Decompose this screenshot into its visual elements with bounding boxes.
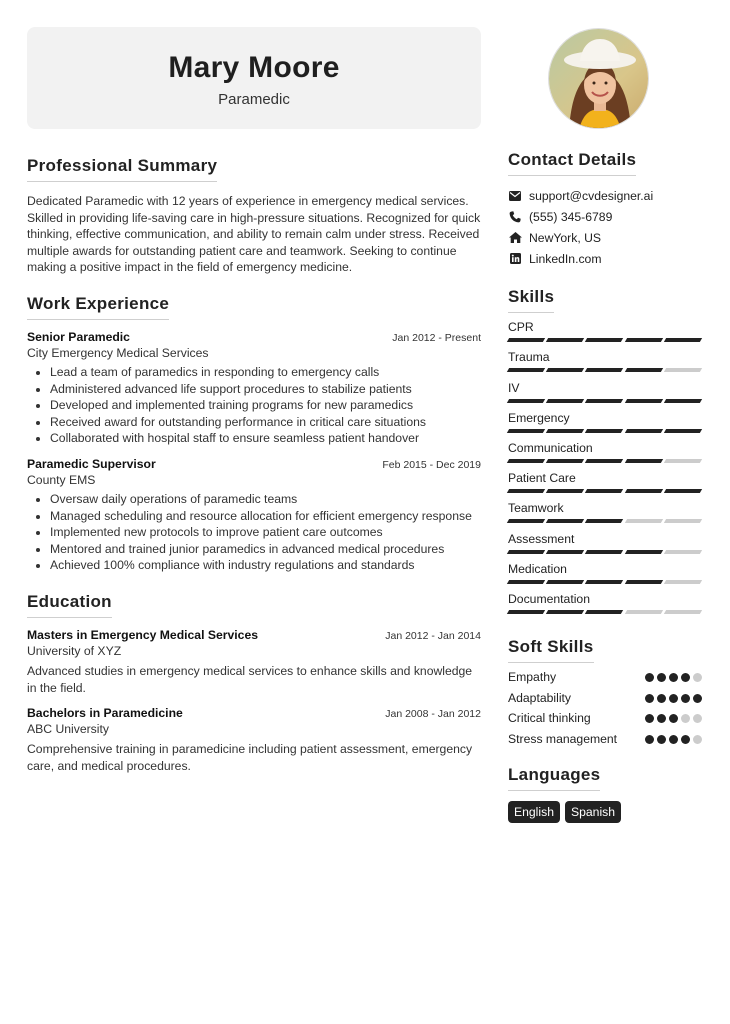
job-date: Feb 2015 - Dec 2019	[382, 458, 481, 471]
soft-skills-heading: Soft Skills	[508, 637, 594, 663]
soft-skill-label: Adaptability	[508, 690, 572, 705]
skill-level-bar	[508, 368, 702, 372]
skill-level-segment	[507, 519, 545, 523]
skill-level-segment	[624, 399, 662, 403]
job-bullet: • Achieved 100% compliance with industry regulations and standards	[50, 557, 481, 574]
skill-level-bar	[508, 399, 702, 403]
skill-level-segment	[546, 550, 584, 554]
rating-dot	[693, 694, 702, 703]
skill-item	[508, 589, 702, 619]
skill-level-segment	[664, 399, 702, 403]
skill-level-segment	[507, 399, 545, 403]
soft-skill-label: Stress management	[508, 731, 618, 746]
skill-level-segment	[624, 580, 662, 584]
school-name: University of XYZ	[27, 643, 122, 658]
rating-dot	[693, 673, 702, 682]
skill-label: Patient Care	[508, 471, 576, 486]
skill-item	[508, 559, 702, 589]
skill-level-segment	[507, 338, 545, 342]
soft-skill-label: Empathy	[508, 670, 557, 685]
language-tag: English	[508, 801, 560, 823]
skill-level-segment	[664, 338, 702, 342]
skill-item	[508, 347, 702, 377]
skill-level-segment	[507, 580, 545, 584]
summary-heading: Professional Summary	[27, 156, 217, 182]
contact-linkedin-text: LinkedIn.com	[529, 251, 602, 266]
soft-skill-rating	[645, 735, 702, 744]
rating-dot	[657, 714, 666, 723]
skill-level-bar	[508, 489, 702, 493]
skill-label: Assessment	[508, 531, 575, 546]
skill-level-bar	[508, 429, 702, 433]
job-entry	[27, 330, 481, 447]
rating-dot	[693, 735, 702, 744]
skill-level-segment	[664, 580, 702, 584]
rating-dot	[669, 735, 678, 744]
skill-level-segment	[585, 459, 623, 463]
rating-dot	[657, 735, 666, 744]
soft-skill-rating	[645, 694, 702, 703]
languages-heading: Languages	[508, 765, 600, 791]
skill-level-segment	[585, 399, 623, 403]
skill-label: Emergency	[508, 410, 570, 425]
skill-level-segment	[585, 550, 623, 554]
skill-level-segment	[546, 489, 584, 493]
rating-dot	[669, 673, 678, 682]
rating-dot	[645, 673, 654, 682]
skill-item	[508, 378, 702, 408]
skill-level-segment	[585, 519, 623, 523]
job-bullet: • Mentored and trained junior paramedics in advanced medical procedures	[50, 541, 481, 558]
skill-level-bar	[508, 610, 702, 614]
skill-item	[508, 438, 702, 468]
rating-dot	[669, 694, 678, 703]
job-bullet: • Managed scheduling and resource allocation for efficient emergency response	[50, 508, 481, 525]
rating-dot	[645, 714, 654, 723]
education-description: Comprehensive training in paramedicine including patient assessment, emergency care, and medical procedures.	[27, 742, 473, 773]
skills-section	[508, 287, 702, 619]
skill-level-segment	[546, 459, 584, 463]
skill-level-segment	[624, 338, 662, 342]
skill-level-segment	[507, 550, 545, 554]
summary-text: Dedicated Paramedic with 12 years of experience in emergency medical services. Skilled in providing life-saving care in high-pressure situations. Recognized for quick thinking, effective communication, and ability to remain calm under stress. Received multiple awards for outstanding patient care and teamwork. Seeking to continue making a positive impact in the field of emergency medicine.	[27, 194, 481, 275]
rating-dot	[681, 673, 690, 682]
degree-title: Bachelors in Paramedicine	[27, 706, 183, 721]
profile-photo	[548, 28, 649, 129]
job-title: Paramedic Supervisor	[27, 456, 156, 471]
skill-level-segment	[546, 399, 584, 403]
soft-skill-rating	[645, 714, 702, 723]
job-organization: City Emergency Medical Services	[27, 345, 209, 360]
skill-level-bar	[508, 550, 702, 554]
contact-email-text: support@cvdesigner.ai	[529, 189, 654, 204]
skill-item	[508, 529, 702, 559]
skill-level-segment	[624, 429, 662, 433]
skill-level-bar	[508, 459, 702, 463]
skill-level-segment	[585, 338, 623, 342]
candidate-name: Mary Moore	[168, 51, 340, 84]
envelope-icon	[508, 189, 522, 203]
skill-level-segment	[585, 580, 623, 584]
education-entry	[27, 628, 481, 696]
skill-label: Teamwork	[508, 501, 564, 516]
rating-dot	[669, 714, 678, 723]
contact-linkedin[interactable]	[508, 248, 702, 269]
education-date: Jan 2008 - Jan 2012	[385, 708, 481, 721]
job-date: Jan 2012 - Present	[392, 331, 481, 344]
skills-heading: Skills	[508, 287, 554, 313]
skill-level-segment	[507, 610, 545, 614]
rating-dot	[645, 735, 654, 744]
rating-dot	[681, 735, 690, 744]
job-bullet: • Implemented new protocols to improve patient care outcomes	[50, 524, 481, 541]
phone-icon	[508, 210, 522, 224]
skill-item	[508, 498, 702, 528]
skill-level-segment	[507, 368, 545, 372]
skill-level-segment	[664, 429, 702, 433]
skill-label: Trauma	[508, 350, 550, 365]
job-bullet: • Collaborated with hospital staff to ensure seamless patient handover	[50, 430, 481, 447]
soft-skills-section	[508, 637, 702, 747]
skills-list	[508, 317, 702, 619]
contact-phone[interactable]	[508, 207, 702, 228]
skill-level-segment	[585, 368, 623, 372]
contact-heading: Contact Details	[508, 150, 636, 176]
skill-level-segment	[507, 429, 545, 433]
skill-level-bar	[508, 519, 702, 523]
rating-dot	[681, 714, 690, 723]
skill-level-bar	[508, 580, 702, 584]
skill-item	[508, 408, 702, 438]
skill-level-segment	[624, 550, 662, 554]
skill-level-segment	[624, 368, 662, 372]
soft-skill-label: Critical thinking	[508, 711, 591, 726]
name-header	[27, 27, 481, 129]
home-icon	[508, 231, 522, 245]
skill-level-segment	[585, 429, 623, 433]
skill-level-segment	[624, 459, 662, 463]
work-heading: Work Experience	[27, 294, 169, 320]
skill-level-segment	[664, 459, 702, 463]
contact-section	[508, 150, 702, 269]
degree-title: Masters in Emergency Medical Services	[27, 627, 259, 642]
skill-level-segment	[664, 519, 702, 523]
soft-skill-item	[508, 710, 702, 727]
rating-dot	[681, 694, 690, 703]
rating-dot	[657, 673, 666, 682]
linkedin-icon	[508, 252, 522, 266]
skill-level-segment	[585, 489, 623, 493]
skill-level-segment	[624, 610, 662, 614]
skill-label: Medication	[508, 561, 567, 576]
soft-skill-item	[508, 690, 702, 707]
skill-label: Documentation	[508, 591, 590, 606]
skill-level-segment	[624, 519, 662, 523]
skill-item	[508, 317, 702, 347]
contact-email[interactable]	[508, 186, 702, 207]
skill-level-segment	[546, 519, 584, 523]
work-experience-section	[27, 294, 481, 574]
skill-level-segment	[546, 580, 584, 584]
education-entry	[27, 706, 481, 774]
job-bullet: • Developed and implemented training programs for new paramedics	[50, 397, 481, 414]
skill-label: CPR	[508, 320, 534, 335]
education-section	[27, 592, 481, 774]
candidate-role: Paramedic	[218, 91, 290, 108]
education-date: Jan 2012 - Jan 2014	[385, 629, 481, 642]
skill-level-segment	[585, 610, 623, 614]
job-bullet: • Lead a team of paramedics in responding to emergency calls	[50, 364, 481, 381]
rating-dot	[645, 694, 654, 703]
job-entry	[27, 457, 481, 574]
skill-level-segment	[507, 459, 545, 463]
education-description: Advanced studies in emergency medical services to enhance skills and knowledge in the field.	[27, 663, 473, 695]
skill-level-segment	[507, 489, 545, 493]
skill-level-segment	[546, 429, 584, 433]
job-title: Senior Paramedic	[27, 329, 130, 344]
contact-location-text: NewYork, US	[529, 230, 602, 245]
rating-dot	[693, 714, 702, 723]
professional-summary-section	[27, 156, 481, 276]
rating-dot	[657, 694, 666, 703]
school-name: ABC University	[27, 722, 109, 737]
skill-level-segment	[664, 368, 702, 372]
contact-location	[508, 228, 702, 249]
language-tag: Spanish	[565, 801, 621, 823]
skill-item	[508, 468, 702, 498]
skill-level-segment	[624, 489, 662, 493]
skill-label: IV	[508, 380, 520, 395]
skill-level-segment	[664, 610, 702, 614]
job-bullet: • Oversaw daily operations of paramedic teams	[50, 491, 481, 508]
soft-skill-item	[508, 669, 702, 686]
soft-skill-rating	[645, 673, 702, 682]
skill-level-segment	[664, 550, 702, 554]
skill-level-segment	[546, 610, 584, 614]
profile-photo-illustration	[549, 29, 649, 129]
job-bullet: • Administered advanced life support procedures to stabilize patients	[50, 381, 481, 398]
education-heading: Education	[27, 592, 112, 618]
soft-skill-item	[508, 731, 702, 748]
contact-phone-text: (555) 345-6789	[529, 210, 613, 225]
job-organization: County EMS	[27, 472, 96, 487]
job-bullet: • Received award for outstanding performance in critical care situations	[50, 414, 481, 431]
skill-level-segment	[664, 489, 702, 493]
languages-list	[508, 801, 702, 823]
skill-level-bar	[508, 338, 702, 342]
soft-skills-list	[508, 669, 702, 747]
skill-label: Communication	[508, 440, 593, 455]
skill-level-segment	[546, 368, 584, 372]
skill-level-segment	[546, 338, 584, 342]
languages-section	[508, 765, 702, 823]
